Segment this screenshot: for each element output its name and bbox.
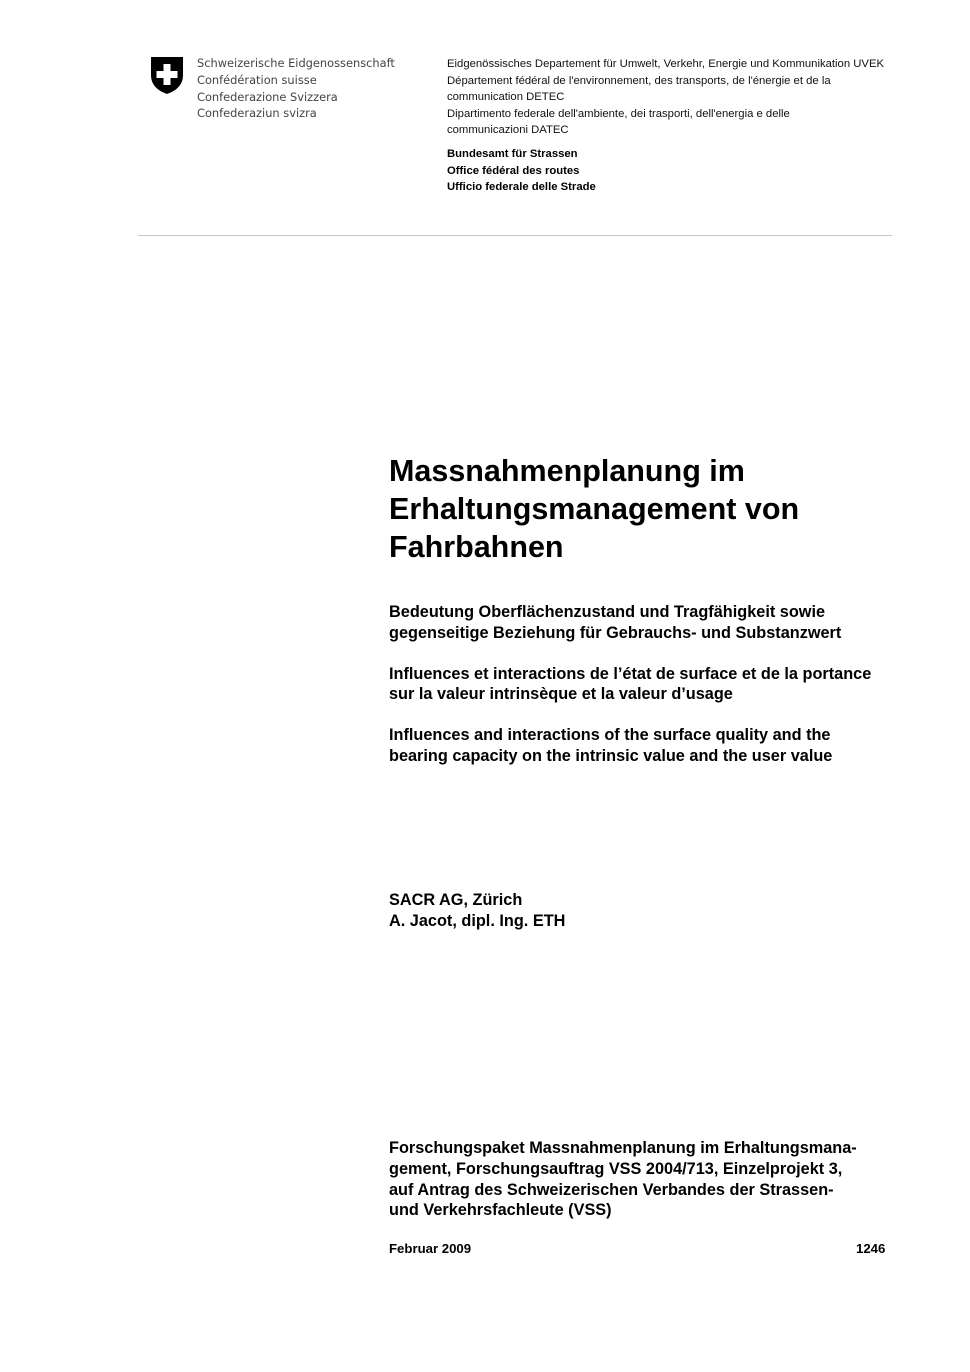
subtitle-line: Influences et interactions de l’état de surface et de la portance bbox=[389, 664, 872, 683]
subtitle-line: bearing capacity on the intrinsic value and the user value bbox=[389, 746, 833, 765]
department-block bbox=[447, 56, 927, 139]
subtitles bbox=[389, 602, 949, 787]
department-line: Dipartimento federale dell'ambiente, dei trasporti, dell'energia e delle bbox=[447, 107, 790, 120]
header-divider bbox=[138, 235, 892, 236]
confederation-names bbox=[197, 55, 395, 122]
subtitle-english bbox=[389, 725, 949, 766]
author-line: A. Jacot, dipl. Ing. ETH bbox=[389, 911, 566, 930]
publication-date: Februar 2009 bbox=[389, 1241, 472, 1256]
subtitle-german bbox=[389, 602, 949, 643]
subtitle-line: gegenseitige Beziehung für Gebrauchs- und Substanzwert bbox=[389, 623, 842, 642]
department-line: Département fédéral de l'environnement, des transports, de l'énergie et de la bbox=[447, 74, 831, 87]
author-block bbox=[389, 890, 565, 932]
office-line: Ufficio federale delle Strade bbox=[447, 181, 596, 193]
department-line: Eidgenössisches Departement für Umwelt, Verkehr, Energie und Kommunikation UVEK bbox=[447, 58, 885, 70]
title-line: Erhaltungsmanagement von bbox=[389, 492, 800, 526]
research-line: und Verkehrsfachleute (VSS) bbox=[389, 1201, 612, 1220]
confederation-line: Confederazione Svizzera bbox=[197, 89, 338, 104]
swiss-federal-shield-icon bbox=[149, 55, 185, 95]
research-line: gement, Forschungsauftrag VSS 2004/713, Einzelprojekt 3, bbox=[389, 1159, 843, 1178]
report-number: 1246 bbox=[856, 1241, 886, 1256]
department-line: communication DETEC bbox=[447, 91, 565, 103]
subtitle-line: Influences and interactions of the surface quality and the bbox=[389, 726, 831, 744]
title-line: Fahrbahnen bbox=[389, 530, 564, 564]
department-line: communicazioni DATEC bbox=[447, 124, 569, 136]
research-line: Forschungspaket Massnahmenplanung im Erhaltungsmana- bbox=[389, 1139, 857, 1157]
subtitle-line: sur la valeur intrinsèque et la valeur d’usage bbox=[389, 685, 733, 703]
office-line: Bundesamt für Strassen bbox=[447, 148, 578, 160]
office-block bbox=[447, 146, 596, 196]
confederation-line: Schweizerische Eidgenossenschaft bbox=[197, 56, 395, 70]
research-line: auf Antrag des Schweizerischen Verbandes der Strassen- bbox=[389, 1180, 834, 1199]
research-package-block bbox=[389, 1138, 929, 1221]
report-title bbox=[389, 452, 949, 566]
office-line: Office fédéral des routes bbox=[447, 164, 580, 177]
title-line: Massnahmenplanung im bbox=[389, 454, 745, 488]
confederation-line: Confederaziun svizra bbox=[197, 106, 317, 121]
subtitle-line: Bedeutung Oberflächenzustand und Tragfähigkeit sowie bbox=[389, 603, 826, 621]
author-line: SACR AG, Zürich bbox=[389, 891, 523, 909]
subtitle-french bbox=[389, 664, 949, 705]
confederation-line: Confédération suisse bbox=[197, 72, 317, 87]
